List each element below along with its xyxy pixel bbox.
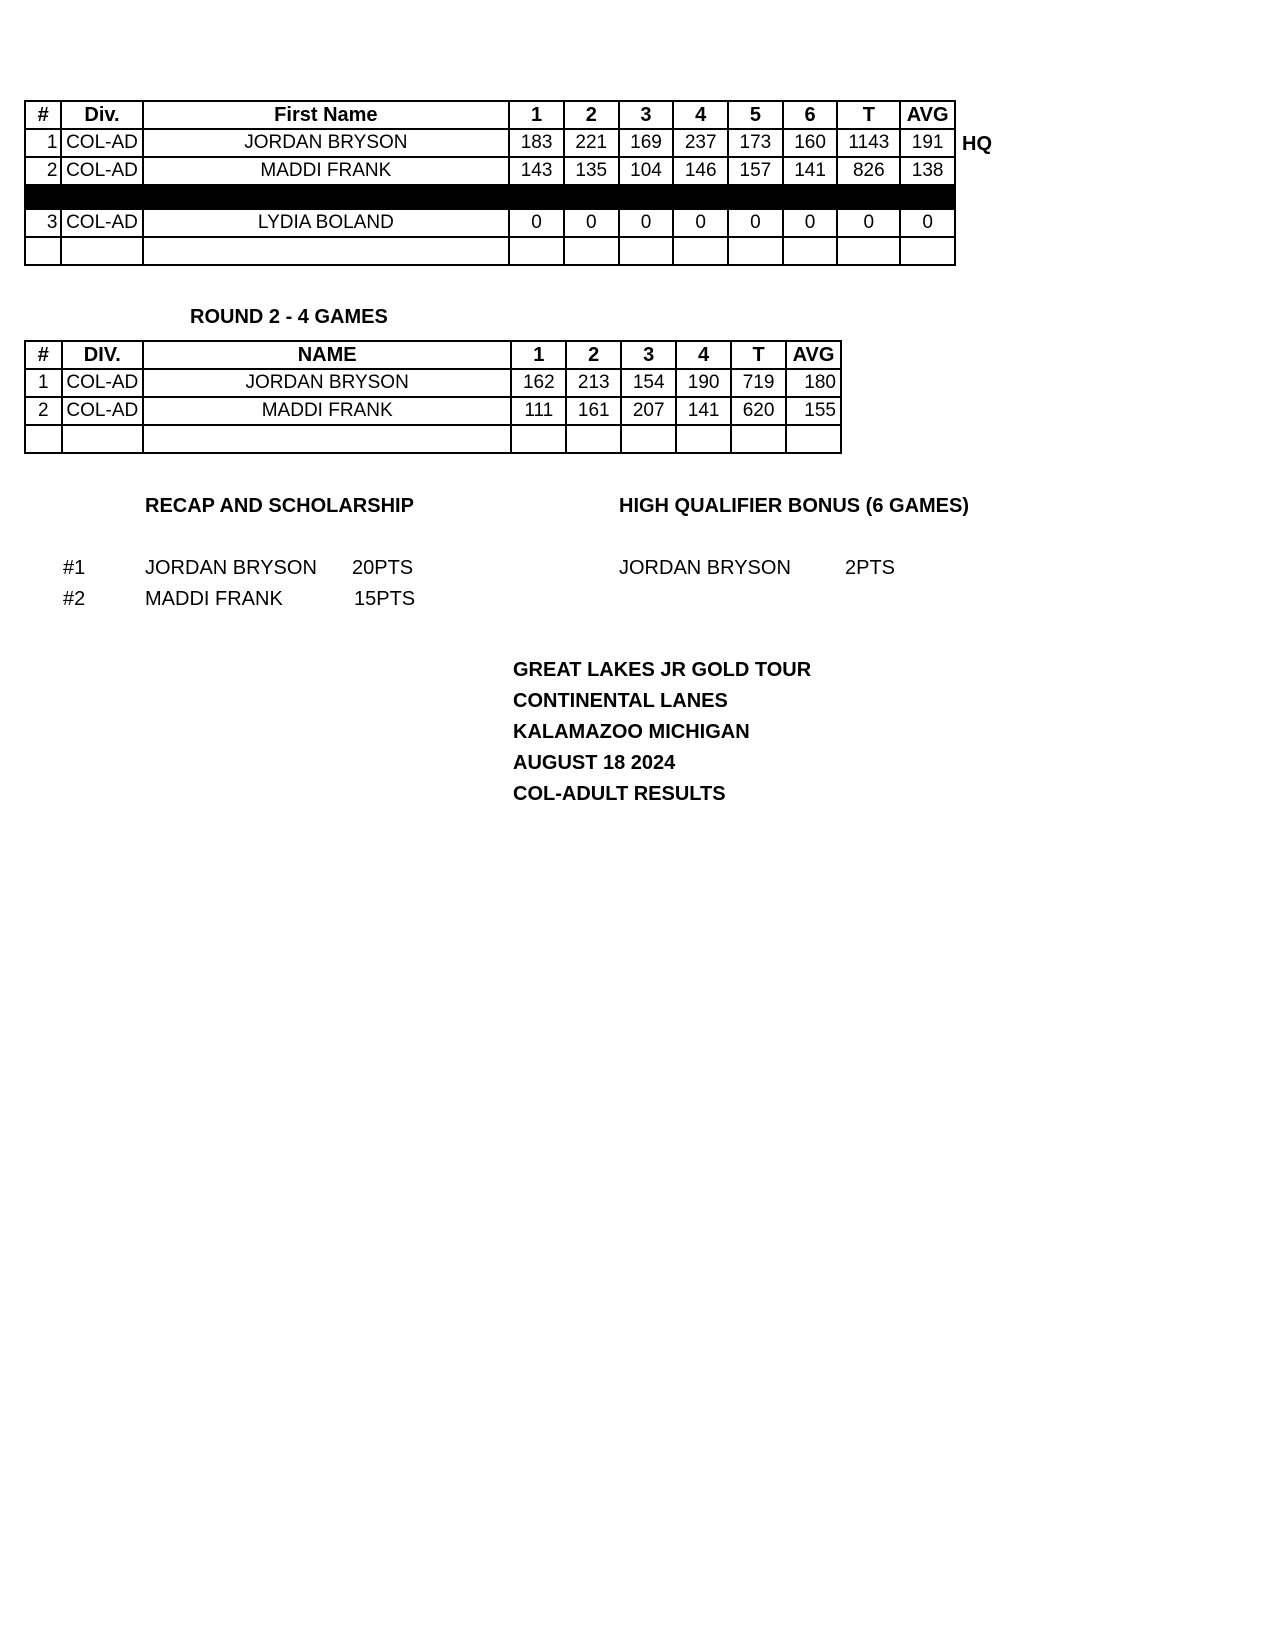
game-cell: 0 xyxy=(509,209,564,237)
header-cell: T xyxy=(731,341,786,369)
name-cell: MADDI FRANK xyxy=(143,397,511,425)
header-cell: NAME xyxy=(143,341,511,369)
average-cell: 138 xyxy=(900,157,955,185)
rank-cell: 1 xyxy=(25,369,62,397)
game-cell: 154 xyxy=(621,369,676,397)
game-cell: 173 xyxy=(728,129,783,157)
empty-cell xyxy=(728,237,783,265)
empty-row xyxy=(25,425,841,453)
average-cell: 155 xyxy=(786,397,841,425)
empty-row xyxy=(25,237,955,265)
division-cell: COL-AD xyxy=(62,397,143,425)
round2-title: ROUND 2 - 4 GAMES xyxy=(190,306,388,328)
header-cell: T xyxy=(837,101,900,129)
empty-cell xyxy=(509,237,564,265)
game-cell: 237 xyxy=(673,129,728,157)
table-row xyxy=(25,209,955,237)
round1-header-row xyxy=(25,101,955,129)
game-cell: 104 xyxy=(619,157,674,185)
empty-cell xyxy=(621,425,676,453)
game-cell: 143 xyxy=(509,157,564,185)
header-cell: First Name xyxy=(143,101,510,129)
empty-cell xyxy=(731,425,786,453)
game-cell: 0 xyxy=(673,209,728,237)
cut-line-bar xyxy=(25,185,955,209)
empty-cell xyxy=(61,237,142,265)
game-cell: 169 xyxy=(619,129,674,157)
rank-cell: 2 xyxy=(25,157,61,185)
game-cell: 160 xyxy=(783,129,838,157)
empty-cell xyxy=(900,237,955,265)
header-cell: # xyxy=(25,341,62,369)
recap-points: 20PTS xyxy=(352,557,414,579)
game-cell: 0 xyxy=(728,209,783,237)
game-cell: 141 xyxy=(676,397,731,425)
empty-cell xyxy=(783,237,838,265)
recap-rank: #1 xyxy=(63,557,86,579)
event-date: AUGUST 18 2024 xyxy=(513,752,676,774)
empty-cell xyxy=(837,237,900,265)
table-row xyxy=(25,129,955,157)
header-cell: 3 xyxy=(619,101,674,129)
total-cell: 1143 xyxy=(837,129,900,157)
division-cell: COL-AD xyxy=(61,157,142,185)
name-cell: LYDIA BOLAND xyxy=(143,209,510,237)
cut-line-cell xyxy=(25,185,955,209)
name-cell: JORDAN BRYSON xyxy=(143,369,511,397)
recap-title: RECAP AND SCHOLARSHIP xyxy=(145,495,414,517)
rank-cell: 3 xyxy=(25,209,61,237)
event-location: KALAMAZOO MICHIGAN xyxy=(513,721,750,743)
header-cell: 2 xyxy=(566,341,621,369)
event-info xyxy=(513,655,811,810)
round2-header-row xyxy=(25,341,841,369)
game-cell: 183 xyxy=(509,129,564,157)
game-cell: 146 xyxy=(673,157,728,185)
game-cell: 157 xyxy=(728,157,783,185)
empty-cell xyxy=(673,237,728,265)
header-cell: 3 xyxy=(621,341,676,369)
recap-rank: #2 xyxy=(63,588,86,610)
rank-cell: 1 xyxy=(25,129,61,157)
rank-cell: 2 xyxy=(25,397,62,425)
empty-cell xyxy=(62,425,143,453)
event-tour-name: GREAT LAKES JR GOLD TOUR xyxy=(513,659,812,681)
game-cell: 207 xyxy=(621,397,676,425)
empty-cell xyxy=(566,425,621,453)
total-cell: 0 xyxy=(837,209,900,237)
recap-name: MADDI FRANK xyxy=(145,588,283,610)
empty-cell xyxy=(25,237,61,265)
header-cell: 1 xyxy=(509,101,564,129)
game-cell: 213 xyxy=(566,369,621,397)
empty-cell xyxy=(143,425,511,453)
event-venue: CONTINENTAL LANES xyxy=(513,690,728,712)
game-cell: 0 xyxy=(564,209,619,237)
game-cell: 141 xyxy=(783,157,838,185)
average-cell: 0 xyxy=(900,209,955,237)
recap-points: 15PTS xyxy=(354,588,416,610)
game-cell: 135 xyxy=(564,157,619,185)
header-cell: 4 xyxy=(676,341,731,369)
event-results-label: COL-ADULT RESULTS xyxy=(513,783,726,805)
division-cell: COL-AD xyxy=(61,129,142,157)
empty-cell xyxy=(786,425,841,453)
empty-cell xyxy=(143,237,510,265)
header-cell: # xyxy=(25,101,61,129)
game-cell: 0 xyxy=(619,209,674,237)
total-cell: 719 xyxy=(731,369,786,397)
header-cell: 6 xyxy=(783,101,838,129)
hq-bonus-name: JORDAN BRYSON xyxy=(619,557,791,579)
table-row xyxy=(25,157,955,185)
name-cell: MADDI FRANK xyxy=(143,157,510,185)
header-cell: 1 xyxy=(511,341,566,369)
round1-table xyxy=(24,100,956,266)
round2-table xyxy=(24,340,842,454)
header-cell: 2 xyxy=(564,101,619,129)
game-cell: 162 xyxy=(511,369,566,397)
game-cell: 190 xyxy=(676,369,731,397)
header-cell: DIV. xyxy=(62,341,143,369)
total-cell: 620 xyxy=(731,397,786,425)
average-cell: 191 xyxy=(900,129,955,157)
empty-cell xyxy=(676,425,731,453)
header-cell: AVG xyxy=(900,101,955,129)
empty-cell xyxy=(619,237,674,265)
game-cell: 0 xyxy=(783,209,838,237)
header-cell: 4 xyxy=(673,101,728,129)
table-row xyxy=(25,397,841,425)
total-cell: 826 xyxy=(837,157,900,185)
empty-cell xyxy=(25,425,62,453)
game-cell: 111 xyxy=(511,397,566,425)
game-cell: 161 xyxy=(566,397,621,425)
average-cell: 180 xyxy=(786,369,841,397)
table-row xyxy=(25,369,841,397)
division-cell: COL-AD xyxy=(61,209,142,237)
name-cell: JORDAN BRYSON xyxy=(143,129,510,157)
empty-cell xyxy=(564,237,619,265)
game-cell: 221 xyxy=(564,129,619,157)
header-cell: AVG xyxy=(786,341,841,369)
hq-bonus-title: HIGH QUALIFIER BONUS (6 GAMES) xyxy=(619,495,970,517)
high-qualifier-mark: HQ xyxy=(962,133,992,155)
division-cell: COL-AD xyxy=(62,369,143,397)
hq-bonus-points: 2PTS xyxy=(845,557,896,579)
header-cell: Div. xyxy=(61,101,142,129)
header-cell: 5 xyxy=(728,101,783,129)
empty-cell xyxy=(511,425,566,453)
recap-name: JORDAN BRYSON xyxy=(145,557,317,579)
